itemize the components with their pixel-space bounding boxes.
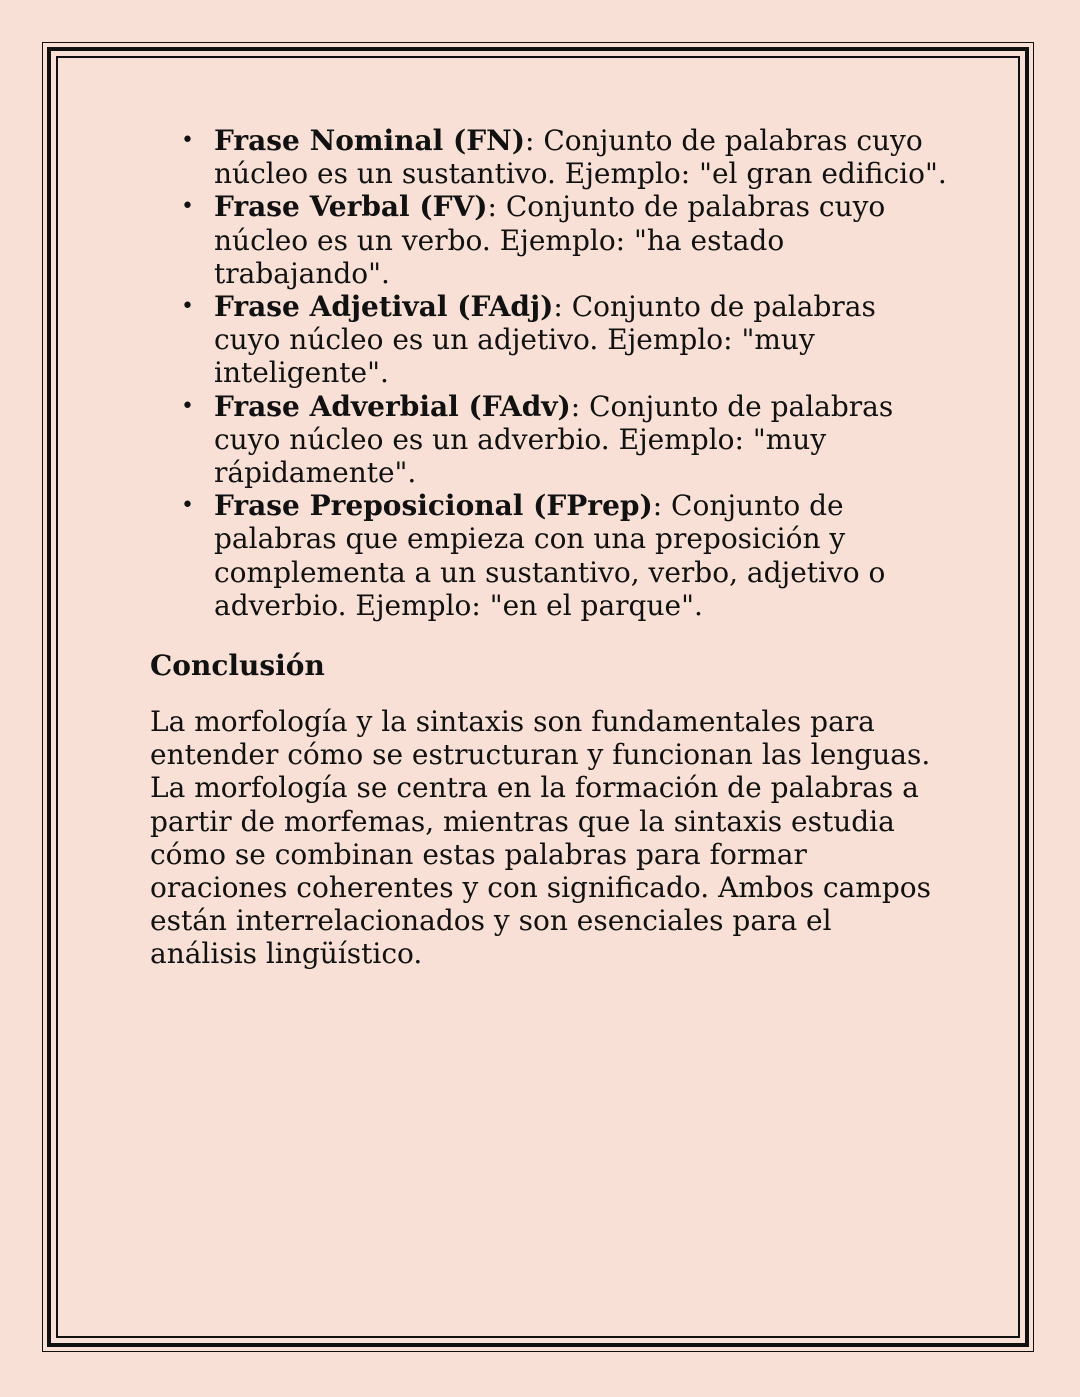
bullet-icon: • — [181, 493, 194, 519]
list-item — [150, 124, 950, 190]
phrase-description: : Conjunto de palabras cuyo núcleo es un adverbio. Ejemplo: "muy rápidamente". — [214, 389, 894, 490]
phrase-description: : Conjunto de palabras cuyo núcleo es un adjetivo. Ejemplo: "muy inteligente". — [214, 290, 876, 390]
phrase-description: : Conjunto de palabras que empieza con una preposición y complementa a un sustantivo, verbo, adjetivo o adverbio. Ejemplo: "en el parque". — [214, 489, 886, 622]
bullet-icon: • — [181, 128, 194, 153]
list-item — [150, 489, 950, 622]
phrase-description: : Conjunto de palabras cuyo núcleo es un verbo. Ejemplo: "ha estado trabajando". — [214, 190, 886, 290]
list-item — [150, 390, 950, 490]
conclusion-paragraph: La morfología y la sintaxis son fundamentales para entender cómo se estructuran y funcionan las lenguas. La morfología se centra en la formación de palabras a partir de morfemas, mientras que la sintaxis estudia cómo se combinan estas palabras para formar oraciones coherentes y con significado. Ambos campos están interrelacionados y son esenciales para el análisis lingüístico. — [150, 705, 931, 971]
phrase-term: Frase Preposicional (FPrep) — [214, 489, 653, 523]
bullet-icon: • — [181, 194, 194, 220]
phrase-term: Frase Adjetival (FAdj) — [214, 290, 554, 324]
bullet-icon: • — [181, 393, 194, 419]
phrase-term: Frase Nominal (FN) — [214, 124, 525, 157]
phrase-term: Frase Adverbial (FAdv) — [214, 389, 571, 423]
conclusion-heading: Conclusión — [150, 649, 325, 683]
list-item — [150, 290, 950, 390]
phrase-term: Frase Verbal (FV) — [214, 190, 488, 224]
phrase-description: : Conjunto de palabras cuyo núcleo es un sustantivo. Ejemplo: "el gran edificio". — [214, 124, 947, 191]
bullet-icon: • — [181, 294, 194, 320]
list-item — [150, 190, 950, 290]
phrase-types-list — [150, 124, 950, 622]
page-content — [150, 124, 950, 971]
